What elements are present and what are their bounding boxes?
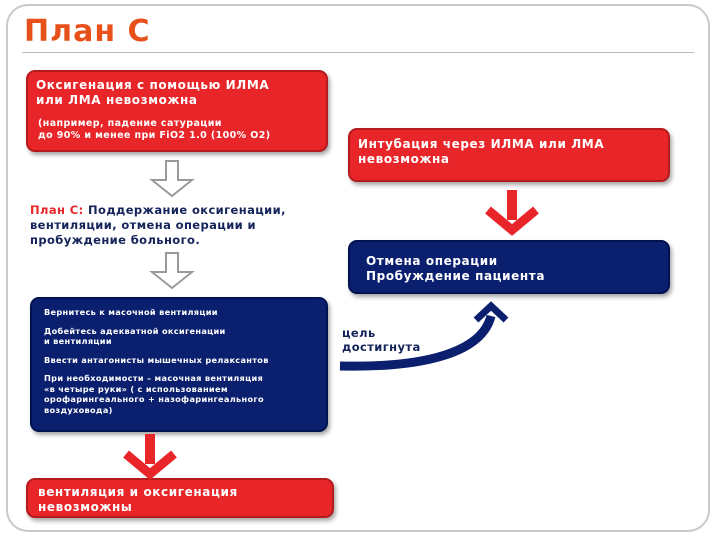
- step-item: Ввести антагонисты мышечных релаксантов: [44, 354, 269, 365]
- ventilation-impossible-box: [26, 478, 334, 518]
- step-item: Добейтесь адекватной оксигенации и вентиляции: [44, 325, 226, 346]
- goal-achieved-label: цель достигнута: [342, 326, 421, 354]
- oxygenation-failed-detail: (например, падение сатурации до 90% и менее при FiO2 1.0 (100% О2): [38, 118, 271, 141]
- plan-c-statement: [30, 203, 340, 248]
- intubation-failed-box: [348, 128, 670, 182]
- title-divider: [22, 52, 694, 53]
- curved-arrow-icon: [336, 298, 546, 378]
- hollow-down-arrow-icon: [140, 160, 204, 198]
- plan-c-label: План С:: [30, 203, 84, 217]
- step-item: При необходимости – масочная вентиляция «в четыре руки» ( с использованием орофарингеального + назофарингеального воздуховода): [44, 373, 264, 415]
- page-title: План С: [24, 14, 151, 49]
- hollow-down-arrow-icon: [140, 252, 204, 290]
- oxygenation-failed-heading: Оксигенация с помощью ИЛМА или ЛМА невозможна: [36, 78, 270, 107]
- red-down-arrow-icon: [480, 190, 544, 234]
- plan-c-text: Поддержание оксигенации, вентиляции, отмена операции и пробуждение больного.: [30, 203, 286, 247]
- ventilation-impossible-text: вентиляция и оксигенация невозможны: [38, 485, 238, 514]
- cancel-surgery-text: Отмена операции Пробуждение пациента: [366, 254, 546, 283]
- intubation-failed-text: Интубация через ИЛМА или ЛМА невозможна: [358, 137, 605, 166]
- oxygenation-failed-box: [26, 70, 328, 152]
- cancel-surgery-box: [348, 240, 670, 294]
- red-down-arrow-icon: [118, 434, 182, 478]
- steps-box: [30, 297, 328, 432]
- step-item: Вернитесь к масочной вентиляции: [44, 307, 218, 317]
